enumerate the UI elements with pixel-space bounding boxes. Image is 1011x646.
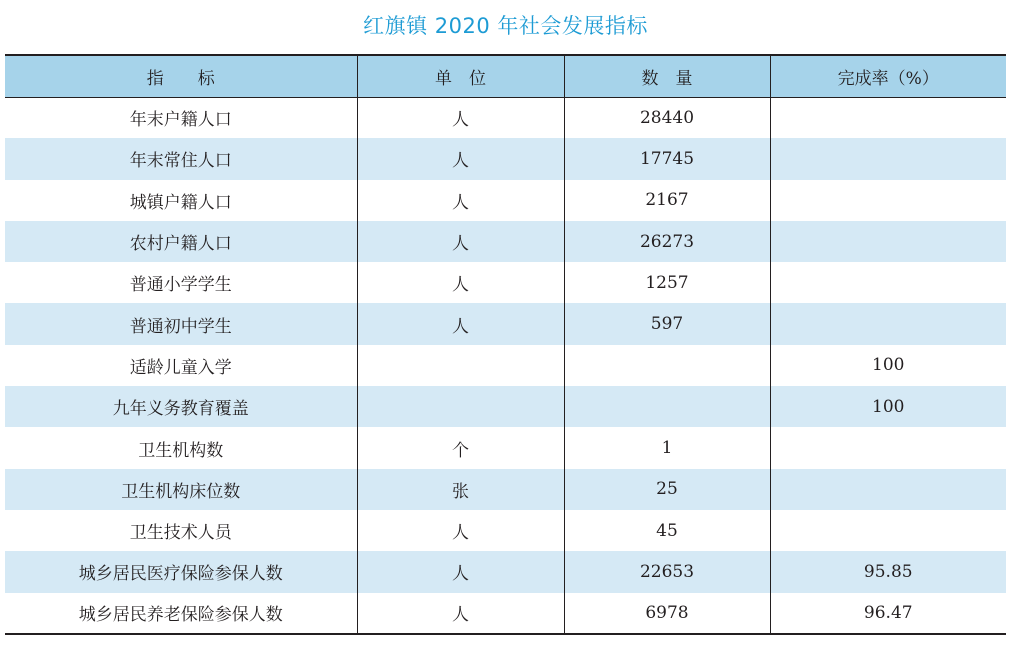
unit-cell: 人: [357, 97, 564, 138]
unit-cell: 人: [357, 180, 564, 221]
table-row: [5, 180, 1006, 221]
unit-cell: 人: [357, 593, 564, 634]
rate-cell: [770, 303, 1006, 344]
table-row: [5, 510, 1006, 551]
indicator-cell: 城乡居民养老保险参保人数: [78, 605, 283, 626]
table-row: [5, 303, 1006, 344]
table-row: [5, 593, 1006, 634]
quantity-cell: 25: [564, 469, 770, 510]
table-row: [5, 138, 1006, 179]
rate-cell: [770, 510, 1006, 551]
unit-cell: 人: [357, 551, 564, 592]
unit-cell: 个: [357, 427, 564, 468]
quantity-cell: [564, 386, 770, 427]
table-row: [5, 221, 1006, 262]
rate-cell: [770, 469, 1006, 510]
column-header-rate: 完成率（%）: [770, 55, 1006, 97]
table-row: [5, 427, 1006, 468]
column-header-unit: 单 位: [357, 55, 564, 97]
indicator-cell: 城乡居民医疗保险参保人数: [78, 564, 283, 585]
rate-cell: [770, 97, 1006, 138]
quantity-cell: 28440: [564, 97, 770, 138]
unit-cell: [357, 386, 564, 427]
unit-cell: 人: [357, 138, 564, 179]
unit-cell: [357, 345, 564, 386]
indicator-cell: 普通小学学生: [129, 275, 232, 296]
rate-cell: 96.47: [770, 593, 1006, 634]
rate-cell: 100: [770, 386, 1006, 427]
column-header-quantity: 数 量: [564, 55, 770, 97]
indicator-cell: 城镇户籍人口: [129, 192, 232, 213]
quantity-cell: 597: [564, 303, 770, 344]
indicator-cell: 卫生技术人员: [129, 523, 232, 544]
quantity-cell: 1: [564, 427, 770, 468]
unit-cell: 人: [357, 303, 564, 344]
table-row: [5, 551, 1006, 592]
rate-cell: [770, 221, 1006, 262]
indicator-cell: 普通初中学生: [129, 316, 232, 337]
quantity-cell: 45: [564, 510, 770, 551]
unit-cell: 人: [357, 510, 564, 551]
indicator-cell: 九年义务教育覆盖: [112, 399, 249, 420]
rate-cell: [770, 138, 1006, 179]
quantity-cell: 17745: [564, 138, 770, 179]
indicator-cell: 年末户籍人口: [129, 110, 232, 131]
unit-cell: 张: [357, 469, 564, 510]
indicator-cell: 农村户籍人口: [129, 234, 232, 255]
indicator-cell: 年末常住人口: [129, 151, 232, 172]
table-row: [5, 386, 1006, 427]
rate-cell: [770, 180, 1006, 221]
rate-cell: 100: [770, 345, 1006, 386]
quantity-cell: 22653: [564, 551, 770, 592]
column-header-indicator: 指 标: [5, 55, 357, 97]
indicator-cell: 卫生机构数: [138, 440, 224, 461]
table-row: [5, 469, 1006, 510]
rate-cell: 95.85: [770, 551, 1006, 592]
indicator-cell: 卫生机构床位数: [121, 481, 241, 502]
table-row: [5, 97, 1006, 138]
quantity-cell: 1257: [564, 262, 770, 303]
quantity-cell: 26273: [564, 221, 770, 262]
rate-cell: [770, 427, 1006, 468]
quantity-cell: 6978: [564, 593, 770, 634]
table-row: [5, 345, 1006, 386]
unit-cell: 人: [357, 262, 564, 303]
table-title: 红旗镇 2020 年社会发展指标: [363, 14, 648, 38]
indicator-cell: 适龄儿童入学: [129, 357, 232, 378]
quantity-cell: 2167: [564, 180, 770, 221]
unit-cell: 人: [357, 221, 564, 262]
quantity-cell: [564, 345, 770, 386]
rate-cell: [770, 262, 1006, 303]
table-row: [5, 262, 1006, 303]
statistics-table: [5, 54, 1006, 635]
table-header-row: [5, 55, 1006, 97]
